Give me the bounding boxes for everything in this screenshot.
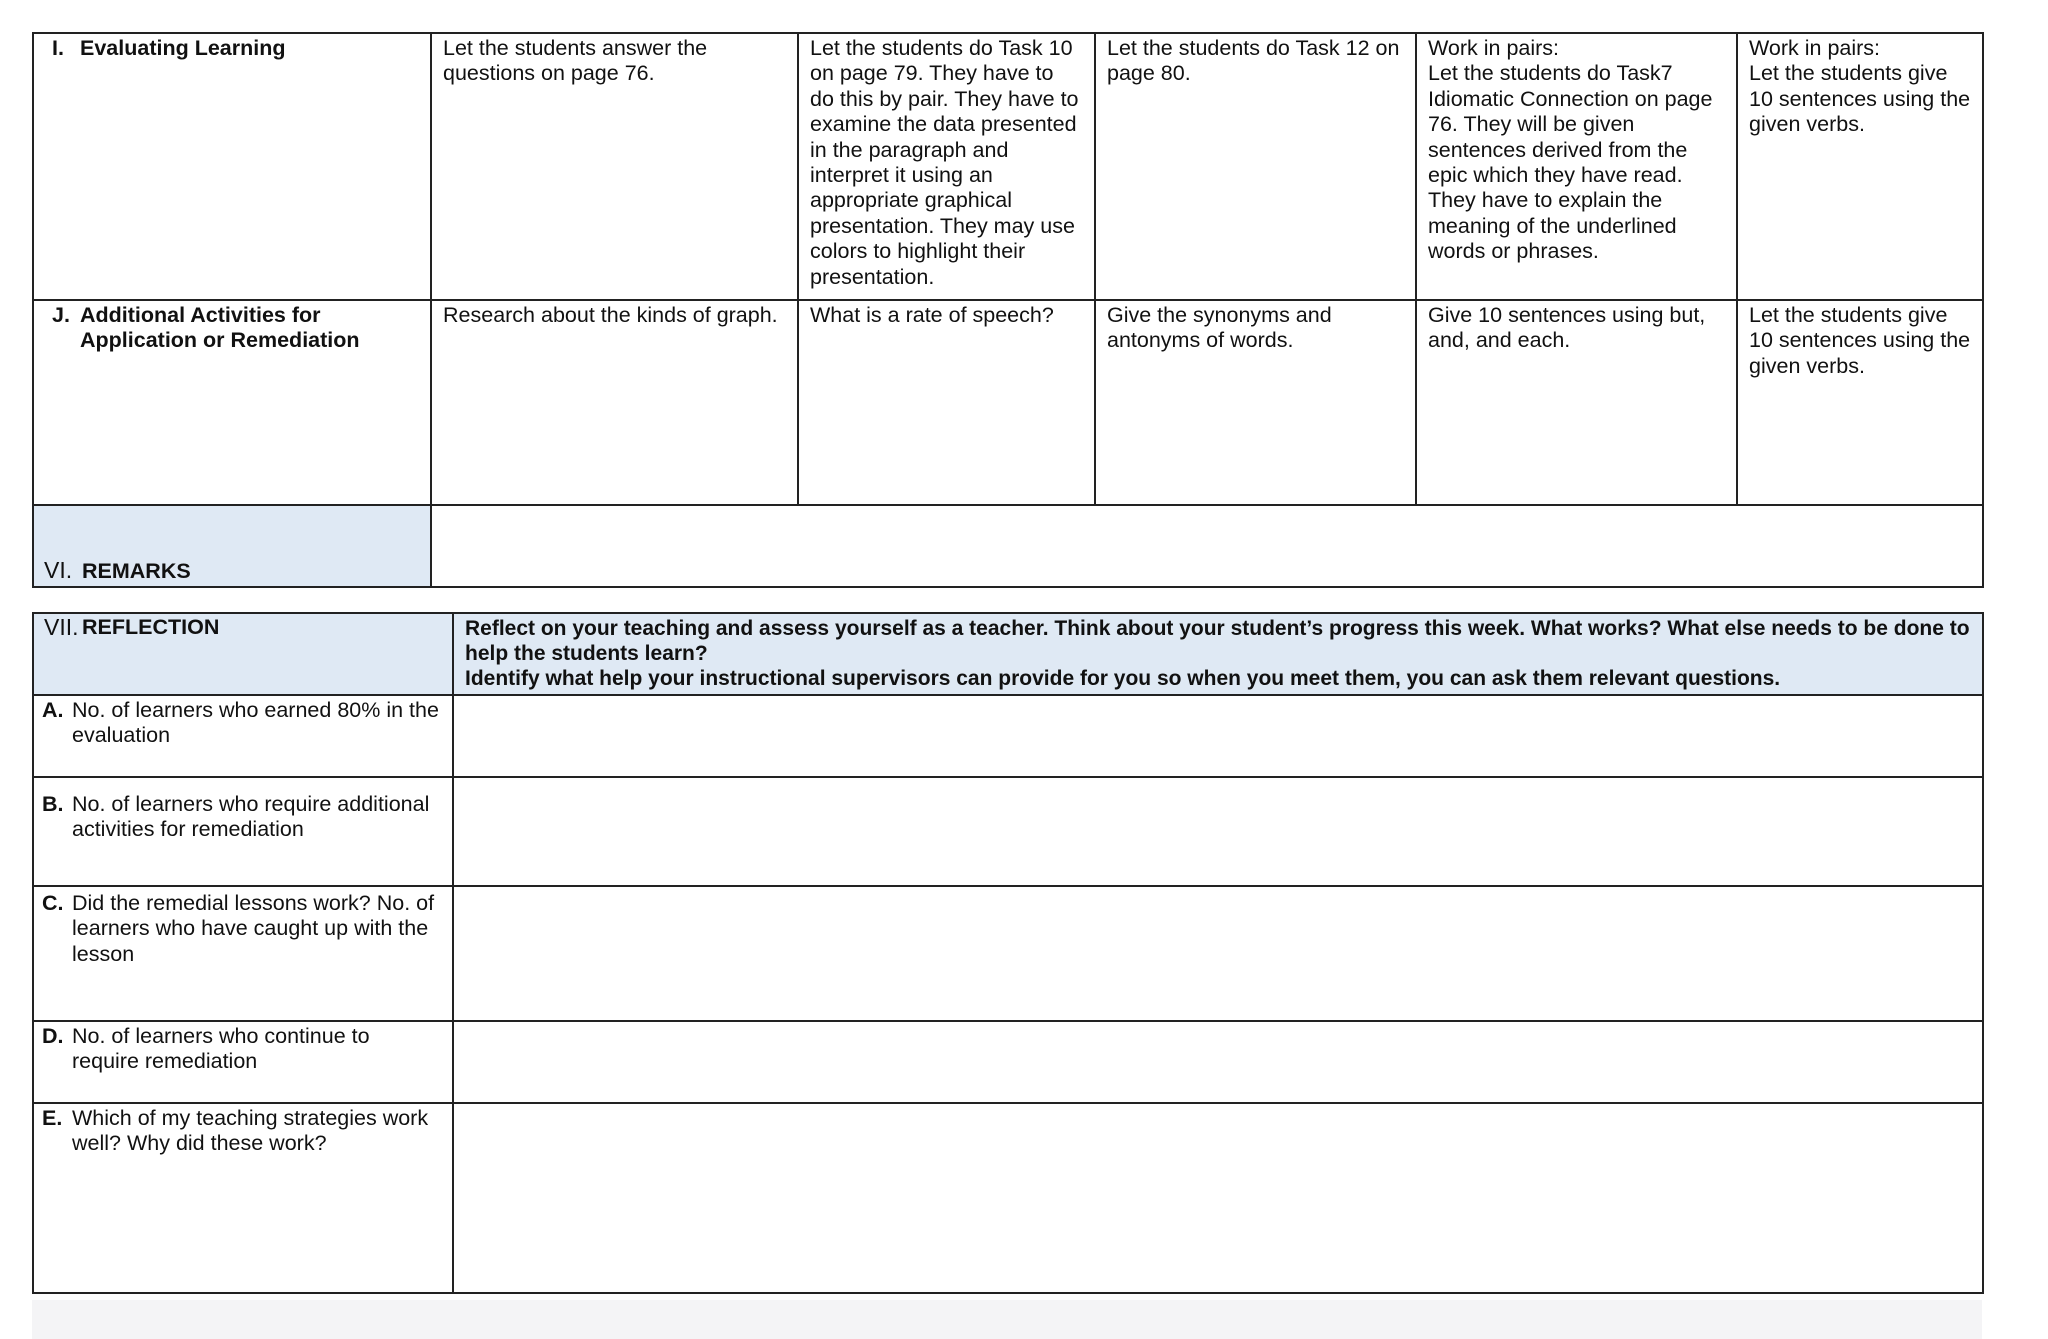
cell-text: Let the students do Task 10 on page 79. They have to do this by pair. They have to examine the data presented in the paragraph and interpret it using an appropriate graphical presentation. They may use colors to highlight their presentation. <box>810 36 1079 289</box>
question-text: Did the remedial lessons work? No. of learners who have caught up with the lesson <box>72 891 435 966</box>
cell-text: What is a rate of speech? <box>810 303 1054 327</box>
day-2-additional-cell <box>798 300 1095 505</box>
section-numeral: VII. <box>44 614 79 640</box>
row-label: Additional Activities for Application or Remediation <box>80 303 360 353</box>
section-title: REFLECTION <box>82 615 220 639</box>
row-letter: J. <box>52 303 70 327</box>
answer-c-cell[interactable] <box>453 886 1983 1021</box>
reflection-instructions-cell <box>453 613 1983 695</box>
activities-table <box>32 32 1984 588</box>
answer-d-cell[interactable] <box>453 1021 1983 1103</box>
reflection-row-e <box>33 1103 1983 1293</box>
answer-b-cell[interactable] <box>453 777 1983 886</box>
question-text: Which of my teaching strategies work well? Why did these work? <box>72 1106 429 1156</box>
row-label: Evaluating Learning <box>80 36 286 60</box>
answer-e-cell[interactable] <box>453 1103 1983 1293</box>
question-b-cell <box>33 777 453 886</box>
row-header-evaluating-learning <box>33 33 431 300</box>
day-3-evaluating-cell <box>1095 33 1416 300</box>
section-title: REMARKS <box>82 559 191 583</box>
cell-text: Let the students answer the questions on page 76. <box>443 36 708 86</box>
day-4-evaluating-cell <box>1416 33 1737 300</box>
question-letter: D. <box>42 1024 64 1048</box>
table-row-evaluating-learning <box>33 33 1983 300</box>
row-header-additional-activities <box>33 300 431 505</box>
question-a-cell <box>33 695 453 777</box>
day-2-evaluating-cell <box>798 33 1095 300</box>
question-letter: E. <box>42 1106 63 1130</box>
table-row-remarks <box>33 505 1983 587</box>
reflection-row-a <box>33 695 1983 777</box>
cell-text: Work in pairs: Let the students give 10 sentences using the given verbs. <box>1749 36 1971 137</box>
reflection-row-b <box>33 777 1983 886</box>
question-text: No. of learners who continue to require remediation <box>72 1024 370 1074</box>
day-4-additional-cell <box>1416 300 1737 505</box>
question-d-cell <box>33 1021 453 1103</box>
table-row-additional-activities <box>33 300 1983 505</box>
day-5-evaluating-cell <box>1737 33 1983 300</box>
page-bottom-band <box>32 1300 1982 1339</box>
reflection-instructions: Reflect on your teaching and assess yourself as a teacher. Think about your student’s progress this week. What works? What else needs to be done to help the students learn? Identify what help your instructional supervisors can provide for you so when you meet them, you can ask them relevant questions. <box>465 617 1970 690</box>
section-numeral: VI. <box>44 557 73 583</box>
cell-text: Let the students do Task 12 on page 80. <box>1107 36 1400 86</box>
reflection-row-c <box>33 886 1983 1021</box>
day-5-additional-cell <box>1737 300 1983 505</box>
day-3-additional-cell <box>1095 300 1416 505</box>
answer-a-cell[interactable] <box>453 695 1983 777</box>
day-1-additional-cell <box>431 300 798 505</box>
cell-text: Research about the kinds of graph. <box>443 303 778 327</box>
question-letter: B. <box>42 792 64 816</box>
reflection-header <box>33 613 453 695</box>
remarks-entry-cell[interactable] <box>431 505 1983 587</box>
reflection-row-d <box>33 1021 1983 1103</box>
question-letter: A. <box>42 698 64 722</box>
row-letter: I. <box>52 36 64 60</box>
reflection-table <box>32 612 1984 1294</box>
cell-text: Give 10 sentences using but, and, and each. <box>1428 303 1706 353</box>
question-c-cell <box>33 886 453 1021</box>
question-text: No. of learners who require additional activities for remediation <box>72 792 430 842</box>
reflection-header-row <box>33 613 1983 695</box>
question-text: No. of learners who earned 80% in the evaluation <box>72 698 439 748</box>
cell-text: Let the students give 10 sentences using the given verbs. <box>1749 303 1971 378</box>
remarks-header <box>33 505 431 587</box>
question-letter: C. <box>42 891 64 915</box>
cell-text: Work in pairs: Let the students do Task7 Idiomatic Connection on page 76. They will be given sentences derived from the epic which they have read. They have to explain the meaning of the underlined words or phrases. <box>1428 36 1713 264</box>
cell-text: Give the synonyms and antonyms of words. <box>1107 303 1332 353</box>
question-e-cell <box>33 1103 453 1293</box>
day-1-evaluating-cell <box>431 33 798 300</box>
